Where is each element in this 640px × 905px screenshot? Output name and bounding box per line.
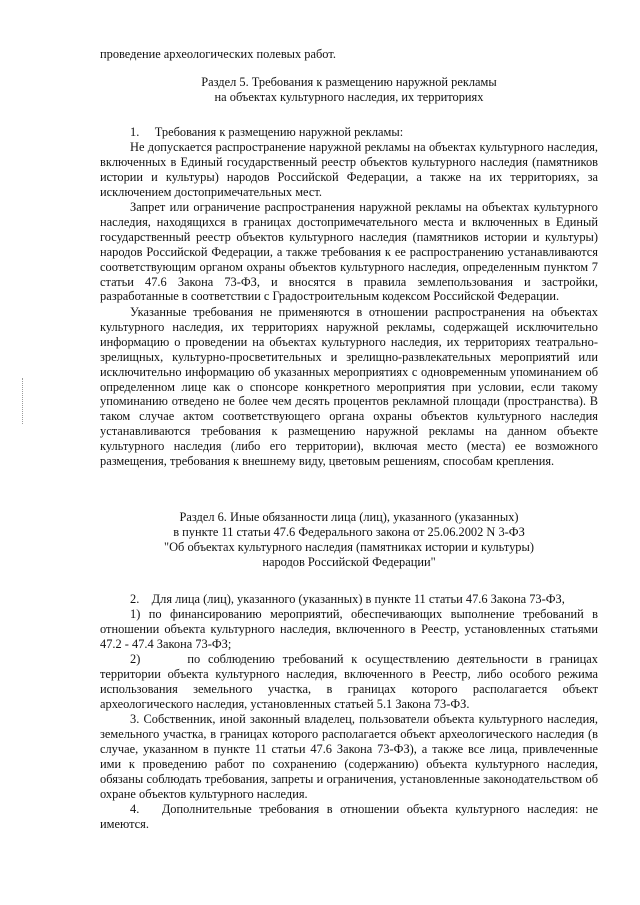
section6-item2-sub2: 2) по соблюдению требований к осуществлению деятельности в границах территории объекта культурного наследия, включенного в Реестр, либо особого режима использования земельного участка, в границах которого располагается объект археологического наследия, установленных статьей 5.1 Закона 73-ФЗ. — [100, 652, 598, 711]
section6-title-line4: народов Российской Федерации" — [262, 554, 436, 569]
section5-paragraph-2: Запрет или ограничение распространения наружной рекламы на объектах культурного наследия, находящихся в границах достопримечательного места и включенных в Единый государственный реестр объектов культурного наследия (памятников истории и культуры) народов Российской Федерации, а также требования к ее распространению устанавливаются соответствующим органом охраны объектов культурного наследия, определенным пунктом 7 статьи 47.6 Закона 73-ФЗ, и вносятся в правила землепользования и застройки, разработанные в соответствии с Градостроительным кодексом Российской Федерации. — [100, 200, 598, 304]
section6-title-line1: Раздел 6. Иные обязанности лица (лиц), указанного (указанных) — [179, 510, 519, 524]
section5-title-line1: Раздел 5. Требования к размещению наружной рекламы — [201, 75, 497, 89]
section5-item1-heading: 1. Требования к размещению наружной рекламы: — [130, 125, 404, 139]
section6-title-line2: в пункте 11 статьи 47.6 Федерального закона от 25.06.2002 N 3-ФЗ — [173, 524, 525, 539]
scan-artifact — [22, 378, 24, 424]
top-continuation-line: проведение археологических полевых работ. — [100, 47, 336, 61]
section6-title — [100, 510, 598, 570]
section5-paragraph-3: Указанные требования не применяются в отношении распространения на объектах культурного наследия, их территориях наружной рекламы, содержащей исключительно информацию о проведении на объектах культурного наследия, их территориях театрально-зрелищных, культурно-просветительных и зрелищно-развлекательных мероприятий или исключительно информацию об указанных мероприятиях с одновременным упоминанием об определенном лице как о спонсоре конкретного мероприятия при условии, если такому упоминанию отведено не более чем десять процентов рекламной площади (пространства). В таком случае актом соответствующего органа охраны объектов культурного наследия устанавливаются требования к размещению наружной рекламы на данном объекте культурного наследия (либо его территории), включая место (места) ее возможного размещения, требования к внешнему виду, цветовым решениям, способам крепления. — [100, 305, 598, 469]
section6-title-line3: "Об объектах культурного наследия (памятниках истории и культуры) — [164, 539, 534, 554]
section6-item4: 4. Дополнительные требования в отношении объекта культурного наследия: не имеются. — [100, 802, 598, 831]
section5-title-line2: на объектах культурного наследия, их территориях — [214, 89, 484, 104]
section6-item3: 3. Собственник, иной законный владелец, пользователи объекта культурного наследия, земельного участка, в границах которого располагается объект археологического наследия (в случае, указанном в пункте 11 статьи 47.6 Закона 73-ФЗ), а также все лица, привлеченные ими к проведению работ по сохранению (содержанию) объекта культурного наследия, обязаны соблюдать требования, запреты и ограничения, установленные законодательством об охране объектов культурного наследия. — [100, 712, 598, 801]
section5-paragraph-1: Не допускается распространение наружной рекламы на объектах культурного наследия, включенных в Единый государственный реестр объектов культурного наследия (памятников истории и культуры) народов Российской Федерации, а также на их территориях, за исключением достопримечательных мест. — [100, 140, 598, 199]
section6-item2-sub1: 1) по финансированию мероприятий, обеспечивающих выполнение требований в отношении объекта культурного наследия, включенного в Реестр, установленных статьями 47.2 - 47.4 Закона 73-ФЗ; — [100, 607, 598, 651]
section6-item2-heading: 2. Для лица (лиц), указанного (указанных) в пункте 11 статьи 47.6 Закона 73-ФЗ, — [130, 592, 565, 606]
section5-title — [100, 75, 598, 105]
